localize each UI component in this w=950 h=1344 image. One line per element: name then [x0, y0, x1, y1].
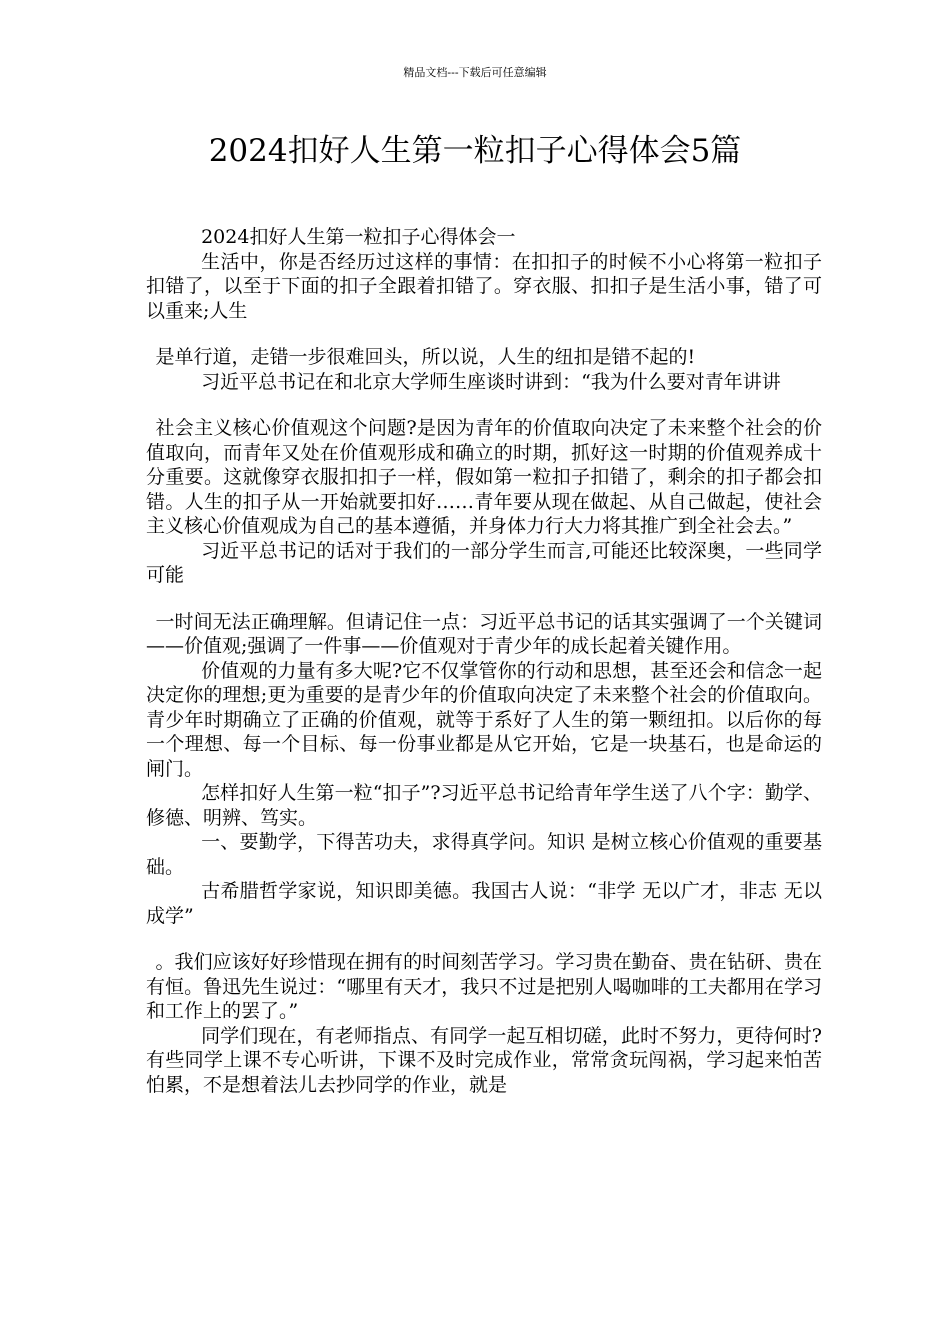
- paragraph: 生活中，你是否经历过这样的事情：在扣扣子的时候不小心将第一粒扣子扣错了，以至于下面的扣子全跟着扣错了。穿衣服、扣扣子是生活小事，错了可以重来;人生: [146, 250, 822, 322]
- paragraph: 古希腊哲学家说，知识即美德。我国古人说：“非学 无以广才，非志 无以成学”: [146, 880, 822, 927]
- paragraph: 一、要勤学，下得苦功夫，求得真学问。知识 是树立核心价值观的重要基础。: [146, 831, 822, 878]
- document-body: [146, 225, 822, 1097]
- section-heading: 2024扣好人生第一粒扣子心得体会一: [201, 226, 516, 248]
- page-header-note: 精品文档---下载后可任意编辑: [403, 66, 547, 79]
- document-title: 2024扣好人生第一粒扣子心得体会5篇: [208, 133, 742, 169]
- paragraph: 价值观的力量有多大呢?它不仅掌管你的行动和思想，甚至还会和信念一起决定你的理想;更为重要的是青少年的价值取向决定了未来整个社会的价值取向。青少年时期确立了正确的价值观，就等于系好了人生的第一颗纽扣。以后你的每一个理想、每一个目标、每一份事业都是从它开始，它是一块基石，也是命运的闸门。: [146, 659, 822, 780]
- paragraph: 习近平总书记的话对于我们的一部分学生而言,可能还比较深奥，一些同学可能: [146, 539, 822, 586]
- paragraph: 一时间无法正确理解。但请记住一点：习近平总书记的话其实强调了一个关键词——价值观;强调了一件事——价值观对于青少年的成长起着关键作用。: [146, 610, 822, 657]
- paragraph: 同学们现在，有老师指点、有同学一起互相切磋，此时不努力，更待何时?有些同学上课不专心听讲，下课不及时完成作业，常常贪玩闯祸，学习起来怕苦怕累，不是想着法儿去抄同学的作业，就是: [146, 1024, 822, 1096]
- paragraph: 。我们应该好好珍惜现在拥有的时间刻苦学习。学习贵在勤奋、贵在钻研、贵在有恒。鲁迅先生说过：“哪里有天才，我只不过是把别人喝咖啡的工夫都用在学习和工作上的罢了。”: [146, 951, 822, 1022]
- paragraph: 社会主义核心价值观这个问题?是因为青年的价值取向决定了未来整个社会的价值取向，而青年又处在价值观形成和确立的时期，抓好这一时期的价值观养成十分重要。这就像穿衣服扣扣子一样，假如第一粒扣子扣错了，剩余的扣子都会扣错。人生的扣子从一开始就要扣好……青年要从现在做起、从自己做起，使社会主义核心价值观成为自己的基本遵循，并身体力行大力将其推广到全社会去。”: [146, 417, 822, 537]
- paragraph: 是单行道，走错一步很难回头，所以说，人生的纽扣是错不起的!: [155, 346, 696, 368]
- paragraph: 怎样扣好人生第一粒“扣子”?习近平总书记给青年学生送了八个字：勤学、修德、明辨、笃实。: [146, 782, 822, 829]
- paragraph: 习近平总书记在和北京大学师生座谈时讲到：“我为什么要对青年讲讲: [201, 370, 781, 393]
